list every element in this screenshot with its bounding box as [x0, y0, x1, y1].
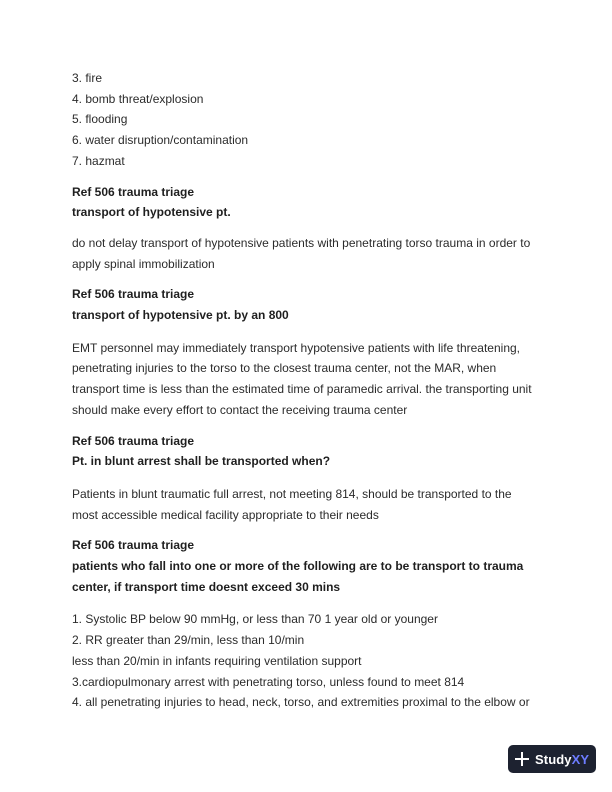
- card-answer-line: 2. RR greater than 29/min, less than 10/min: [72, 633, 305, 648]
- flashcard: [72, 535, 542, 713]
- card-answer-line: transport time is less than the estimated time of paramedic arrival. the transporting unit: [72, 382, 532, 397]
- brand-main: Study: [535, 751, 572, 767]
- list-item: 4. bomb threat/explosion: [72, 91, 204, 106]
- brand-name: [535, 752, 589, 767]
- card-answer-line: apply spinal immobilization: [72, 256, 215, 271]
- flashcard: [72, 182, 542, 275]
- card-question: Pt. in blunt arrest shall be transported when?: [72, 454, 331, 469]
- card-answer-line: EMT personnel may immediately transport hypotensive patients with life threatening,: [72, 340, 521, 355]
- card-answer-line: most accessible medical facility appropriate to their needs: [72, 507, 379, 522]
- plus-icon: [515, 752, 529, 766]
- studyxy-badge[interactable]: [508, 745, 596, 773]
- card-answer-line: 3.cardiopulmonary arrest with penetrating torso, unless found to meet 814: [72, 674, 465, 689]
- list-top: [72, 68, 542, 172]
- card-question: transport of hypotensive pt.: [72, 205, 231, 220]
- list-item: 3. fire: [72, 71, 103, 85]
- card-ref: Ref 506 trauma triage: [72, 287, 195, 302]
- flashcard: [72, 431, 542, 526]
- card-answer-line: less than 20/min in infants requiring ventilation support: [72, 653, 362, 668]
- list-item: 7. hazmat: [72, 153, 125, 168]
- document-page: [72, 68, 542, 713]
- card-answer-line: 1. Systolic BP below 90 mmHg, or less than 70 1 year old or younger: [72, 612, 438, 627]
- card-answer-line: should make every effort to contact the receiving trauma center: [72, 402, 408, 417]
- list-item: 6. water disruption/contamination: [72, 133, 249, 148]
- card-answer-line: 4. all penetrating injuries to head, neck, torso, and extremities proximal to the elbow or: [72, 695, 530, 710]
- list-item: 5. flooding: [72, 112, 128, 127]
- card-answer-line: Patients in blunt traumatic full arrest, not meeting 814, should be transported to the: [72, 486, 512, 501]
- brand-accent: XY: [571, 751, 590, 767]
- card-ref: Ref 506 trauma triage: [72, 184, 195, 199]
- card-question: center, if transport time doesnt exceed 30 mins: [72, 579, 341, 594]
- card-ref: Ref 506 trauma triage: [72, 538, 195, 553]
- card-ref: Ref 506 trauma triage: [72, 433, 195, 448]
- card-answer-line: do not delay transport of hypotensive patients with penetrating torso trauma in order to: [72, 235, 531, 250]
- flashcard: [72, 284, 542, 420]
- card-question: patients who fall into one or more of the following are to be transport to trauma: [72, 559, 524, 574]
- card-answer-line: penetrating injuries to the torso to the closest trauma center, not the MAR, when: [72, 361, 497, 376]
- card-question: transport of hypotensive pt. by an 800: [72, 308, 289, 323]
